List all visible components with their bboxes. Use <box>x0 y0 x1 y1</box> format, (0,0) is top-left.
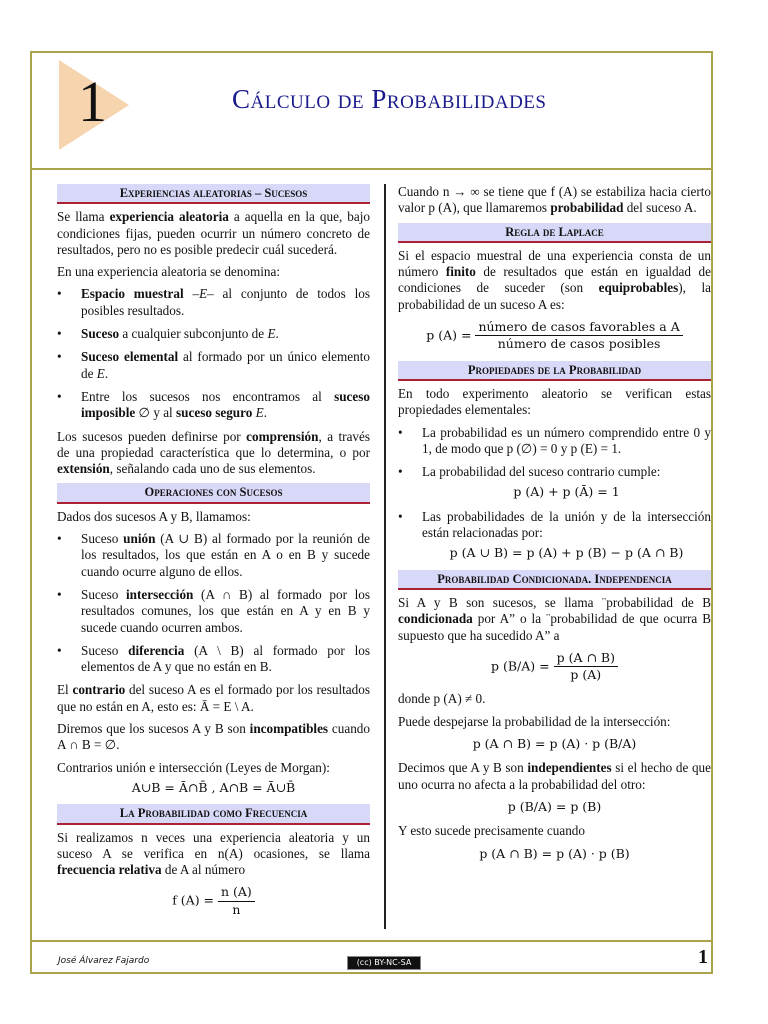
paragraph: Cuando n → ∞ se tiene que f (A) se estabiliza hacia cierto valor p (A), que llamaremos probabilidad del suceso A. <box>398 184 711 216</box>
list-item: • Las probabilidades de la unión y de la intersección están relacionadas por: p (A ∪ B) = p (A) + p (B) − p (A ∩ B) <box>398 509 711 562</box>
paragraph: Diremos que los sucesos A y B son incompatibles cuando A ∩ B = ∅. <box>57 721 370 753</box>
list-item: • Suceso intersección (A ∩ B) al formado por los resultados comunes, los que están en A y en B y sucede cuando ocurren ambos. <box>57 587 370 636</box>
list <box>57 531 370 675</box>
paragraph: Si el espacio muestral de una experiencia consta de un número finito de resultados que están en igualdad de condiciones de suceder (son equiprobables), la probabilidad de un suceso A es: <box>398 247 711 312</box>
paragraph: En todo experimento aleatorio se verifican estas propiedades elementales: <box>398 385 711 418</box>
page-title: Cálculo de Probabilidades <box>232 84 547 114</box>
section-title: Probabilidad Condicionada. Independencia <box>398 570 711 590</box>
section-title: Operaciones con Sucesos <box>57 483 370 503</box>
list <box>57 286 370 421</box>
paragraph: Si realizamos n veces una experiencia aleatoria y un suceso A se verifica en n(A) ocasiones, se llama frecuencia relativa de A al número <box>57 829 370 878</box>
list-item: • Suceso unión (A ∪ B) al formado por la reunión de los resultados, los que están en A o en B y sucede cuando ocurre alguno de ellos. <box>57 531 370 580</box>
equation: A∪B = Ā∩B̄ , A∩B = Ā∪B̄ <box>131 779 296 795</box>
paragraph: En una experiencia aleatoria se denomina: <box>57 264 280 280</box>
equation: f (A) = $\frac{n (A)}{n}$ <box>57 884 370 918</box>
paragraph: Los sucesos pueden definirse por comprensión, a través de una propiedad característica que lo determina, o por extensión, señalando cada uno de sus elementos. <box>57 428 371 477</box>
paragraph: donde p (A) ≠ 0. <box>398 691 486 707</box>
paragraph: Contrarios unión e intersección (Leyes de Morgan): <box>57 759 330 775</box>
list-item: • Suceso elemental al formado por un único elemento de E. <box>57 349 370 382</box>
equation: p (A) = $\frac{\text{número de casos favorables a A}}{\text{número de casos posibles}}$ <box>398 319 711 353</box>
section-title: Experiencias aleatorias – Sucesos <box>57 184 370 204</box>
equation: p (A ∪ B) = p (A) + p (B) − p (A ∩ B) <box>449 545 684 561</box>
equation: p (A) + p (Ā) = 1 <box>513 484 620 500</box>
paragraph: Dados dos sucesos A y B, llamamos: <box>57 508 251 524</box>
section-title: Propiedades de la Probabilidad <box>398 361 711 381</box>
list <box>398 425 711 562</box>
right-column <box>398 184 711 870</box>
equation: p (A ∩ B) = p (A) · p (B) <box>479 845 630 861</box>
list-item: • La probabilidad del suceso contrario cumple: p (A) + p (Ā) = 1 <box>398 464 711 501</box>
section-title: La Probabilidad como Frecuencia <box>57 804 370 824</box>
header-rule <box>32 168 711 170</box>
equation: p (B/A) = $\frac{p (A \cap B)}{p (A)}$ <box>398 650 711 684</box>
paragraph: Puede despejarse la probabilidad de la intersección: <box>398 713 671 729</box>
equation: p (B/A) = p (B) <box>507 798 602 814</box>
list-item: • Suceso a cualquier subconjunto de E. <box>57 326 370 342</box>
footer-rule <box>32 940 711 942</box>
list-item: • La probabilidad es un número comprendido entre 0 y 1, de modo que p (∅) = 0 y p (E) = 1. <box>398 425 711 458</box>
list-item: • Entre los sucesos nos encontramos al suceso imposible ∅ y al suceso seguro E. <box>57 389 370 422</box>
column-divider <box>384 184 386 929</box>
paragraph: Se llama experiencia aleatoria a aquella en la que, bajo condiciones fijas, pueden ocurrir un número concreto de resultados, pero no es posible predecir cuál sucederá. <box>57 209 371 257</box>
footer-author: José Álvarez Fajardo <box>58 956 150 966</box>
page-number: 1 <box>698 946 708 968</box>
left-column <box>57 184 370 926</box>
chapter-number: 1 <box>78 69 107 134</box>
cc-license-badge[interactable]: (cc) BY-NC-SA <box>347 956 421 970</box>
list-item: • Suceso diferencia (A \ B) al formado por los elementos de A y que no están en B. <box>57 643 370 676</box>
paragraph: El contrario del suceso A es el formado por los resultados que no están en A, esto es: Ā = E \ A. <box>57 682 370 714</box>
list-item: • Espacio muestral –E– al conjunto de todos los posibles resultados. <box>57 286 370 319</box>
paragraph: Decimos que A y B son independientes si el hecho de que uno ocurra no afecta a la probabilidad del otro: <box>398 760 711 792</box>
equation: p (A ∩ B) = p (A) · p (B/A) <box>472 736 637 752</box>
paragraph: Si A y B son sucesos, se llama ¨probabilidad de B condicionada por A” o la ¨probabilidad de que ocurra B supuesto que ha sucedido A” a <box>398 594 711 643</box>
section-title: Regla de Laplace <box>398 223 711 243</box>
paragraph: Y esto sucede precisamente cuando <box>398 823 585 839</box>
